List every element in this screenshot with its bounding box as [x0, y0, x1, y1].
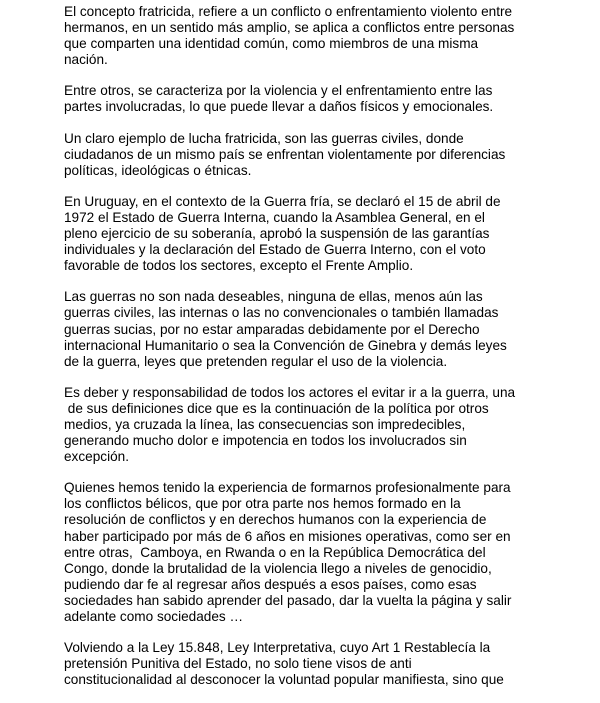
paragraph-uruguay-1972: En Uruguay, en el contexto de la Guerra fría, se declaró el 15 de abril de 1972 el Estado de Guerra Interna, cuando la Asamblea General, en el pleno ejercicio de su soberanía, aprobó la suspensión de las garantías individuales y la declaración del Estado de Guerra Interno, con el voto favorable de todos los sectores, excepto el Frente Amplio. — [64, 193, 501, 274]
paragraph-ley-15848: Volviendo a la Ley 15.848, Ley Interpretativa, cuyo Art 1 Restablecía la pretensión Punitiva del Estado, no solo tiene visos de anti constitucionalidad al desconocer la voluntad popular manifiesta, sino que — [64, 640, 504, 688]
document-body — [64, 4, 564, 703]
paragraph-characteristics: Entre otros, se caracteriza por la violencia y el enfrentamiento entre las partes involucradas, lo que puede llevar a daños físicos y emocionales. — [64, 83, 494, 115]
paragraph-fratricida-definition: El concepto fratricida, refiere a un conflicto o enfrentamiento violento entre hermanos, en un sentido más amplio, se aplica a conflictos entre personas que comparten una identidad común, como miembros de una misma nación. — [64, 4, 515, 68]
paragraph-wars-undesirable: Las guerras no son nada deseables, ninguna de ellas, menos aún las guerras civiles, las internas o las no convencionales o también llamadas guerras sucias, por no estar amparadas debidamente por el Derecho internacional Humanitario o sea la Convención de Ginebra y demás leyes de la guerra, leyes que pretenden regular el uso de la violencia. — [64, 289, 507, 369]
paragraph-experience: Quienes hemos tenido la experiencia de formarnos profesionalmente para los conflictos bélicos, que por otra parte nos hemos formado en la resolución de conflictos y en derechos humanos con la experiencia de haber participado por más de 6 años en misiones operativas, como ser en entre otras, Camboya, en Rwanda o en la República Democrática del Congo, donde la brutalidad de la violencia llego a niveles de genocidio, pudiendo dar fe al regresar años después a esos países, como esas sociedades han sabido aprender del pasado, dar la vuelta la página y salir adelante como sociedades … — [64, 480, 512, 624]
paragraph-duty-avoid-war: Es deber y responsabilidad de todos los actores el evitar ir a la guerra, una de sus definiciones dice que es la continuación de la política por otros medios, ya cruzada la línea, las consecuencias son impredecibles, generando mucho dolor e impotencia en todos los involucrados sin excepción. — [64, 384, 516, 465]
paragraph-civil-wars: Un claro ejemplo de lucha fratricida, son las guerras civiles, donde ciudadanos de un mismo país se enfrentan violentamente por diferencias políticas, ideológicas o étnicas. — [64, 130, 506, 178]
